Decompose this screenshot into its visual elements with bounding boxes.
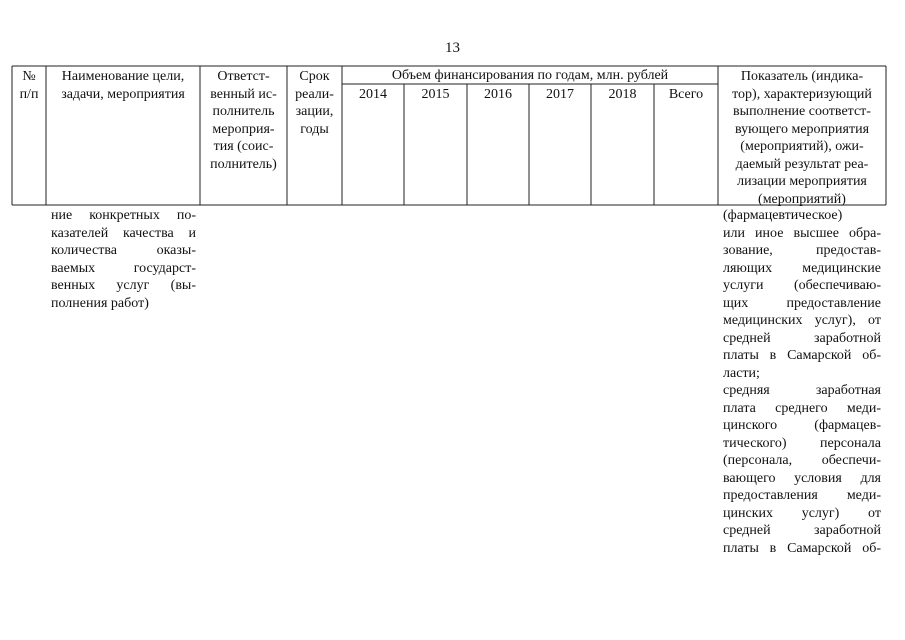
text-line: ляющих медицинские bbox=[723, 260, 881, 276]
text-line: платы в Самарской об- bbox=[723, 540, 881, 556]
header-total: Всего bbox=[668, 87, 704, 102]
header-responsible: Ответст- венный ис- полнитель мероприя- тия (соис- полнитель) bbox=[210, 69, 277, 172]
text-line: медицинских услуг), от bbox=[723, 313, 881, 328]
text-line: средней заработной bbox=[723, 523, 881, 538]
header-year-2016: 2016 bbox=[484, 87, 512, 102]
text-line: плата среднего меди- bbox=[723, 400, 881, 416]
header-number: № п/п bbox=[19, 69, 39, 102]
text-line: (персонала, обеспечи- bbox=[723, 453, 881, 468]
header-year-2018: 2018 bbox=[608, 87, 637, 102]
text-line: платы в Самарской об- bbox=[723, 348, 881, 363]
text-line: казателей качества и bbox=[51, 225, 196, 241]
text-line: ние конкретных по- bbox=[51, 208, 196, 223]
text-line: цинского (фармацев- bbox=[723, 418, 881, 433]
page-number: 13 bbox=[445, 40, 460, 56]
text-line: венных услуг (вы- bbox=[51, 278, 196, 293]
text-line: предоставления меди- bbox=[723, 488, 881, 503]
text-line: ваемых государст- bbox=[51, 260, 196, 276]
header-financing: Объем финансирования по годам, млн. рублей bbox=[391, 68, 669, 83]
text-line: цинских услуг) от bbox=[723, 505, 881, 521]
body-indicator-text bbox=[723, 207, 881, 557]
text-line: количества оказы- bbox=[51, 243, 196, 258]
text-line: тического) персонала bbox=[723, 435, 881, 451]
text-line: зование, предостав- bbox=[723, 243, 881, 258]
header-year-2014: 2014 bbox=[359, 87, 387, 102]
header-name: Наименование цели, задачи, мероприятия bbox=[61, 69, 185, 102]
text-line: (фармацевтическое) bbox=[723, 208, 843, 223]
text-line: услуги (обеспечиваю- bbox=[723, 278, 881, 293]
text-line: средней заработной bbox=[723, 330, 881, 346]
text-line: вающего условия для bbox=[723, 470, 881, 486]
text-line: ласти; bbox=[723, 365, 760, 381]
text-line: полнения работ) bbox=[51, 295, 149, 311]
header-year-2015: 2015 bbox=[421, 87, 450, 102]
body-name-text bbox=[51, 207, 196, 312]
header-year-2017: 2017 bbox=[546, 87, 574, 102]
text-line: или иное высшее обра- bbox=[723, 225, 881, 241]
header-indicator: Показатель (индика- тор), характеризующий выполнение соответст- вующего мероприятия (мероприятий), ожи- даемый результат реа- лизации мероприятия (мероприятий) bbox=[732, 69, 872, 207]
text-line: средняя заработная bbox=[723, 383, 881, 398]
header-term: Срок реали- зации, годы bbox=[295, 69, 334, 137]
text-line: щих предоставление bbox=[723, 295, 881, 311]
